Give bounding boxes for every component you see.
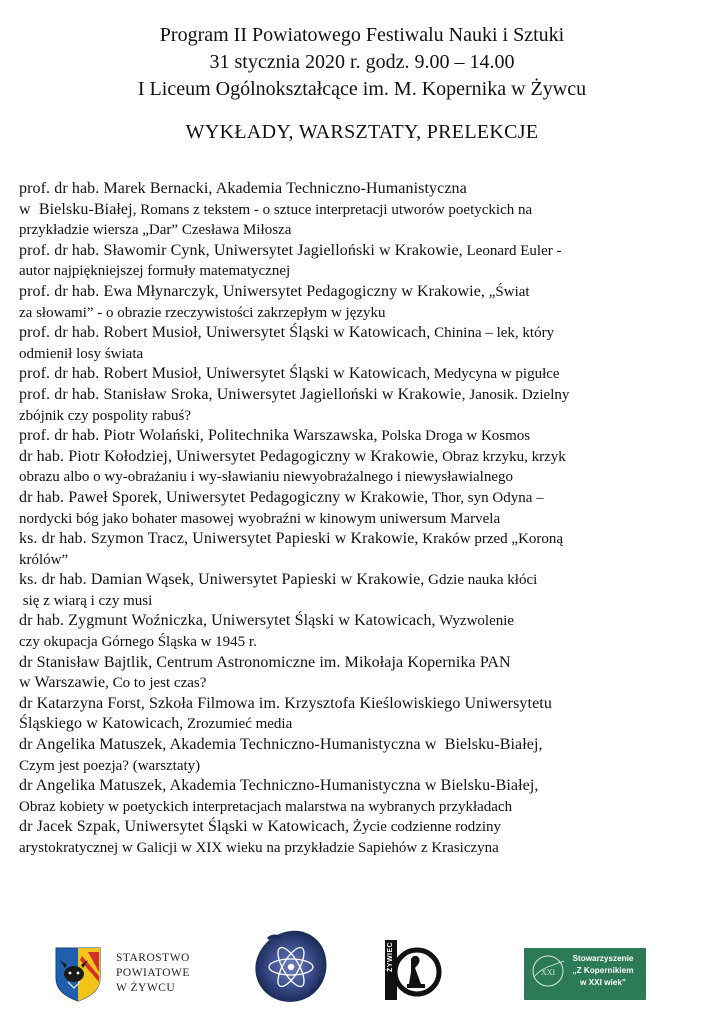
header-title: Program II Powiatowego Festiwalu Nauki i Sztuki bbox=[159, 24, 565, 46]
program-header bbox=[0, 22, 724, 103]
speaker-text: dr Angelika Matuszek, Akademia Techniczno-Humanistyczna w Bielsku-Białej, bbox=[19, 777, 539, 795]
lecture-line bbox=[19, 467, 705, 488]
lecture-title-text: , Zrozumieć media bbox=[179, 716, 293, 733]
lecture-line bbox=[19, 179, 705, 200]
speaker-text: dr Stanisław Bajtlik, Centrum Astronomiczne im. Mikołaja Kopernika PAN bbox=[19, 653, 511, 671]
lecture-title-text: , Medycyna w pigułce bbox=[426, 366, 560, 383]
lecture-line bbox=[19, 570, 705, 591]
lecture-line bbox=[19, 673, 705, 694]
speaker-text: dr Jacek Szpak, Uniwersytet Śląski w Katowicach, bbox=[19, 818, 350, 836]
lecture-line bbox=[19, 303, 705, 324]
stowarzyszenie-line: w XXI wiek” bbox=[580, 978, 626, 987]
lecture-title-text: autor najpiękniejszej formuły matematycznej bbox=[19, 263, 291, 280]
lecture-line bbox=[19, 323, 705, 344]
header-venue: I Liceum Ogólnokształcące im. M. Kopernika w Żywcu bbox=[137, 78, 587, 100]
lecture-title-text: Obraz kobiety w poetyckich interpretacjach malarstwa na wybranych przykładach bbox=[19, 798, 513, 815]
lecture-entry bbox=[19, 364, 705, 385]
lecture-title-text: Wyzwolenie bbox=[435, 613, 515, 630]
starostwo-line: POWIATOWE bbox=[116, 967, 190, 979]
header-date: 31 stycznia 2020 r. godz. 9.00 – 14.00 bbox=[209, 51, 515, 73]
lecture-entry bbox=[19, 570, 705, 611]
lecture-title-text: „Świat bbox=[485, 283, 530, 300]
speaker-text: ks. dr hab. Damian Wąsek, Uniwersytet Papieski w Krakowie, bbox=[19, 571, 425, 589]
lecture-entry bbox=[19, 529, 705, 570]
lecture-title-text: nordycki bóg jako bohater masowej wyobraźni w kinowym uniwersum Marvela bbox=[19, 510, 501, 527]
lecture-title-text: Obraz krzyku, krzyk bbox=[438, 448, 566, 465]
speaker-text: prof. dr hab. Robert Musioł, Uniwersytet Śląski w Katowicach, bbox=[19, 324, 431, 342]
lecture-line bbox=[19, 200, 705, 221]
lecture-title-text: Leonard Euler - bbox=[462, 242, 562, 259]
lecture-entry bbox=[19, 385, 705, 426]
speaker-text: dr Katarzyna Forst, Szkoła Filmowa im. Krzysztofa Kieślowiskiego Uniwersytetu bbox=[19, 694, 552, 712]
lecture-line bbox=[19, 426, 705, 447]
stowarzyszenie-text bbox=[562, 953, 644, 989]
starostwo-line: STAROSTWO bbox=[116, 952, 190, 964]
speaker-text: Śląskiego w Katowicach bbox=[19, 715, 180, 733]
lecture-line bbox=[19, 838, 705, 859]
speaker-text: prof. dr hab. Ewa Młynarczyk, Uniwersytet Pedagogiczny w Krakowie, bbox=[19, 282, 486, 300]
sponsor-logos bbox=[0, 940, 724, 1010]
lecture-line bbox=[19, 611, 705, 632]
stowarzyszenie-line: „Z Kopernikiem bbox=[572, 966, 634, 975]
lecture-title-text: odmienił losy świata bbox=[19, 345, 144, 362]
lecture-title-text: Życie codzienne rodziny bbox=[349, 819, 502, 836]
lecture-title-text: za słowami” - o obrazie rzeczywistości zakrzepłym w języku bbox=[19, 304, 386, 321]
lecture-line bbox=[19, 776, 705, 797]
zywiec-school-logo bbox=[381, 938, 445, 1004]
lecture-line bbox=[19, 261, 705, 282]
lecture-line bbox=[19, 447, 705, 468]
speaker-text: dr hab. Zygmunt Woźniczka, Uniwersytet Śląski w Katowicach, bbox=[19, 612, 436, 630]
section-title: WYKŁADY, WARSZTATY, PRELEKCJE bbox=[185, 121, 539, 143]
lecture-entry bbox=[19, 735, 705, 776]
lecture-line bbox=[19, 364, 705, 385]
lecture-title-text: zbójnik czy pospolity rabuś? bbox=[19, 407, 192, 424]
lecture-line bbox=[19, 344, 705, 365]
lecture-title-text: królów” bbox=[19, 551, 69, 568]
lecture-line bbox=[19, 220, 705, 241]
lecture-line bbox=[19, 694, 705, 715]
zywiec-vertical-text: ŻYWIEC bbox=[387, 941, 394, 972]
lecture-title-text: Czym jest poezja? (warsztaty) bbox=[19, 757, 201, 774]
lecture-line bbox=[19, 735, 705, 756]
lecture-line bbox=[19, 632, 705, 653]
starostwo-text bbox=[116, 951, 190, 996]
lecture-entry bbox=[19, 817, 705, 858]
speaker-text: dr Angelika Matuszek, Akademia Techniczno-Humanistyczna w Bielsku-Białej, bbox=[19, 736, 543, 754]
lecture-title-text: przykładzie wiersza „Dar” Czesława Miłosza bbox=[19, 222, 292, 239]
coat-of-arms-icon bbox=[52, 946, 104, 1002]
stowarzyszenie-line: Stowarzyszenie bbox=[572, 954, 634, 963]
lecture-line bbox=[19, 406, 705, 427]
lecture-title-text: , Romans z tekstem - o sztuce interpretacji utworów poetyckich na bbox=[132, 201, 533, 218]
lecture-line bbox=[19, 714, 705, 735]
lecture-entry bbox=[19, 179, 705, 241]
speaker-text: prof. dr hab. Sławomir Cynk, Uniwersytet Jagielloński w Krakowie, bbox=[19, 241, 463, 259]
speaker-text: prof. dr hab. Stanisław Sroka, Uniwersytet Jagielloński w Krakowie, bbox=[19, 385, 466, 403]
lecture-line bbox=[19, 282, 705, 303]
lecture-entry bbox=[19, 694, 705, 735]
lecture-line bbox=[19, 756, 705, 777]
speaker-text: prof. dr hab. Robert Musioł, Uniwersytet Śląski w Katowicach bbox=[19, 365, 427, 383]
speaker-text: prof. dr hab. Marek Bernacki, Akademia Techniczno-Humanistyczna bbox=[19, 180, 467, 197]
lecture-title-text: obrazu albo o wy-obrażaniu i wy-sławianiu niewyobrażalnego i niewysławialnego bbox=[19, 469, 514, 486]
lecture-title-text: arystokratycznej w Galicji w XIX wieku na przykładzie Sapiehów z Krasiczyna bbox=[19, 840, 499, 856]
lecture-entry bbox=[19, 488, 705, 529]
lecture-line bbox=[19, 488, 705, 509]
globe-icon bbox=[530, 953, 566, 989]
lecture-title-text: Polska Droga w Kosmos bbox=[377, 428, 531, 445]
lecture-title-text: Janosik. Dzielny bbox=[465, 386, 570, 403]
lecture-line bbox=[19, 509, 705, 530]
lecture-title-text: się z wiarą i czy musi bbox=[19, 592, 153, 609]
atom-logo bbox=[250, 925, 332, 1007]
starostwo-logo bbox=[52, 944, 212, 1004]
speaker-text: dr hab. Paweł Sporek, Uniwersytet Pedagogiczny w Krakowie, bbox=[19, 488, 429, 506]
lecture-entry bbox=[19, 282, 705, 323]
lecture-entry bbox=[19, 323, 705, 364]
lecture-title-text: Thor, syn Odyna – bbox=[428, 489, 544, 506]
speaker-text: prof. dr hab. Piotr Wolański, Politechnika Warszawska, bbox=[19, 427, 378, 445]
lecture-entry bbox=[19, 776, 705, 817]
speaker-text: dr hab. Piotr Kołodziej, Uniwersytet Pedagogiczny w Krakowie, bbox=[19, 447, 439, 465]
lecture-title-text: Kraków przed „Koroną bbox=[418, 531, 564, 548]
speaker-text: w Bielsku-Białej bbox=[19, 200, 133, 218]
stow-circle-label: XXI bbox=[541, 968, 556, 977]
lecture-line bbox=[19, 817, 705, 838]
starostwo-line: W ŻYWCU bbox=[116, 982, 176, 994]
lecture-title-text: Chinina – lek, który bbox=[430, 325, 555, 342]
lecture-line bbox=[19, 591, 705, 612]
lecture-line bbox=[19, 797, 705, 818]
speaker-text: ks. dr hab. Szymon Tracz, Uniwersytet Papieski w Krakowie, bbox=[19, 530, 419, 548]
lecture-list bbox=[19, 179, 705, 859]
lecture-line bbox=[19, 653, 705, 674]
lecture-line bbox=[19, 529, 705, 550]
lecture-title-text: czy okupacja Górnego Śląska w 1945 r. bbox=[19, 634, 257, 651]
lecture-line bbox=[19, 550, 705, 571]
lecture-entry bbox=[19, 426, 705, 447]
lecture-entry bbox=[19, 241, 705, 282]
stowarzyszenie-logo bbox=[524, 948, 646, 1000]
lecture-line bbox=[19, 385, 705, 406]
lecture-entry bbox=[19, 653, 705, 694]
lecture-title-text: , Co to jest czas? bbox=[105, 675, 207, 692]
lecture-entry bbox=[19, 611, 705, 652]
lecture-entry bbox=[19, 447, 705, 488]
speaker-text: w Warszawie bbox=[19, 674, 106, 692]
lecture-line bbox=[19, 241, 705, 262]
lecture-title-text: Gdzie nauka kłóci bbox=[424, 572, 538, 589]
